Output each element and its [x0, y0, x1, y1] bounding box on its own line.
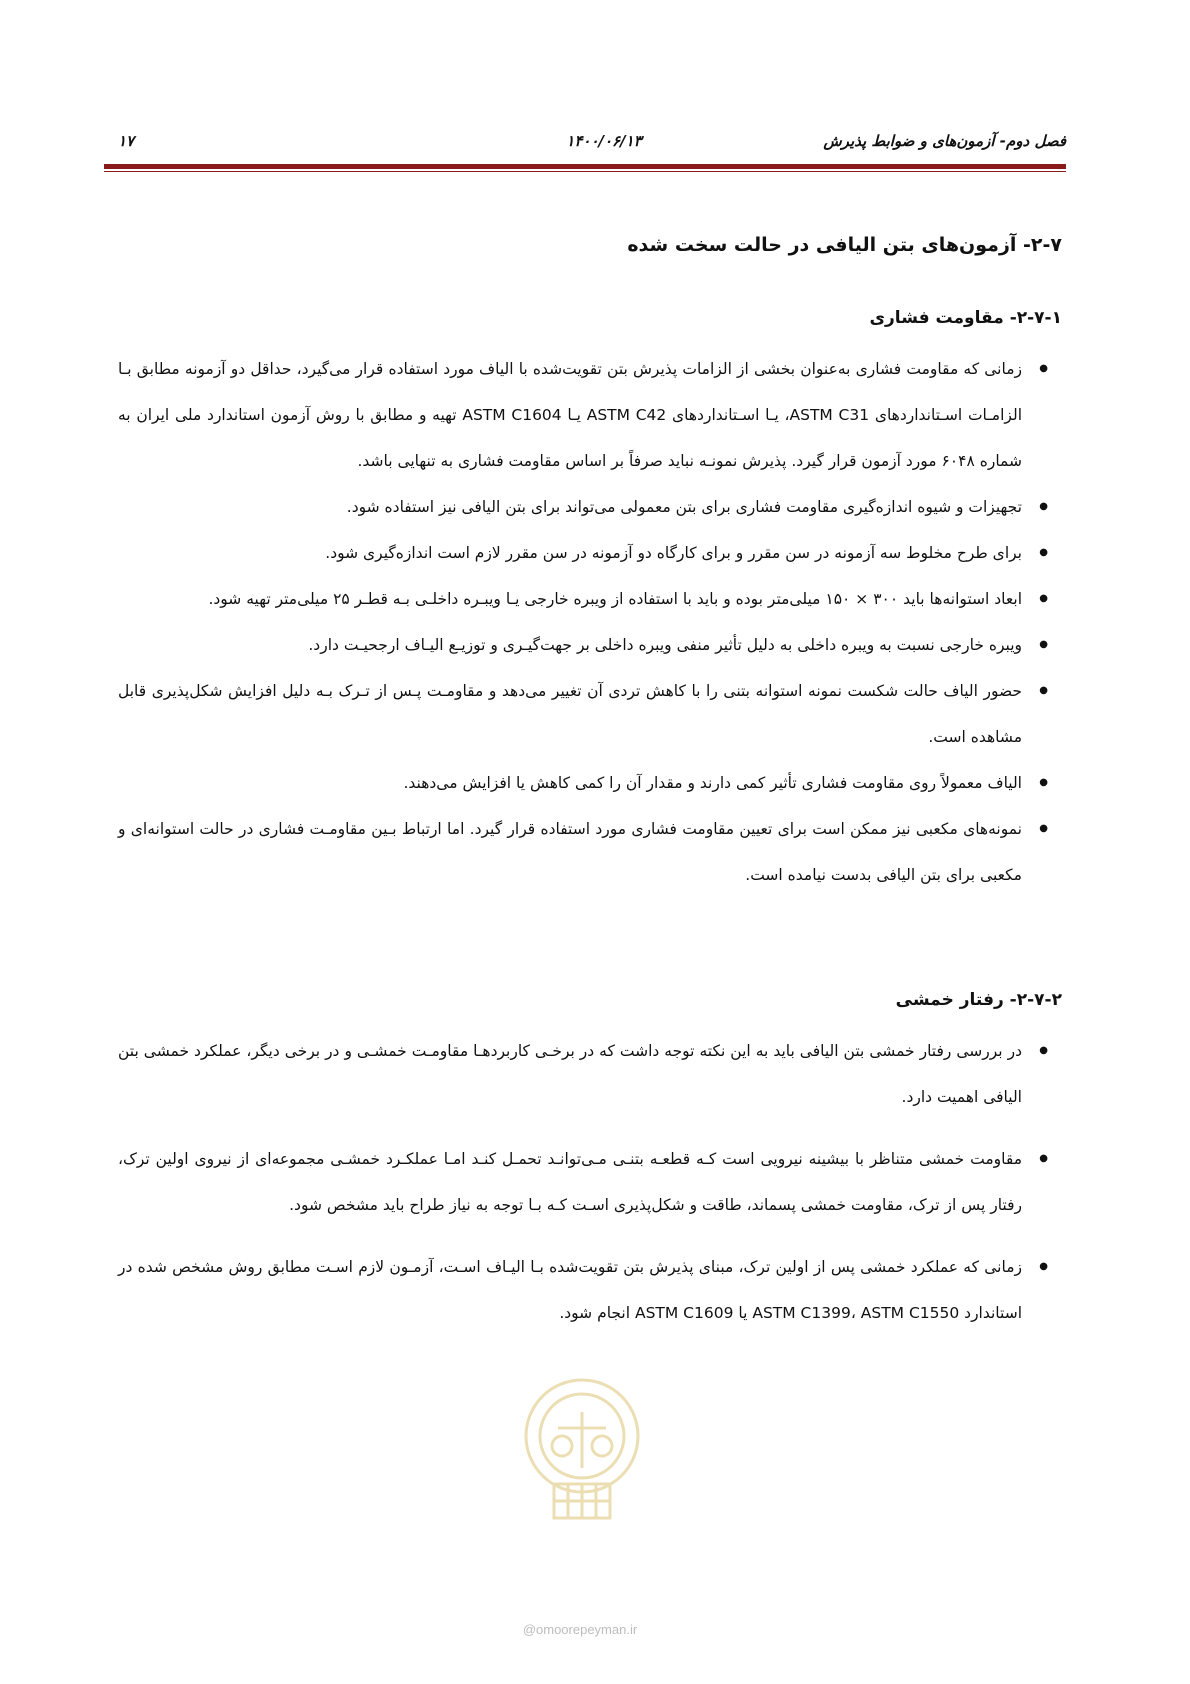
list-item: ● ویبره خارجی نسبت به ویبره داخلی به دلیل تأثیر منفی ویبره داخلی بر جهت‌گیـری و توزیـع الیـاف ارجحیـت دارد. — [118, 622, 1062, 668]
compressive-bullet-list — [118, 346, 1062, 898]
header-date: ۱۴۰۰/۰۶/۱۳ — [566, 132, 642, 150]
list-item: ● در بررسی رفتار خمشی بتن الیافی باید به این نکته توجه داشت که در برخـی کاربردهـا مقاومـت خمشـی و در برخی دیگر، عملکرد خمشی بتن الیافی اهمیت دارد. — [118, 1028, 1062, 1120]
list-item: ● الیاف معمولاً روی مقاومت فشاری تأثیر کمی دارند و مقدار آن را کمی کاهش یا افزایش می‌دهند. — [118, 760, 1062, 806]
list-item: ● ابعاد استوانه‌ها باید ۳۰۰ × ۱۵۰ میلی‌متر بوده و باید با استفاده از ویبره خارجی یـا ویبـره داخلـی بـه قطـر ۲۵ میلی‌متر تهیه شود. — [118, 576, 1062, 622]
chapter-title: فصل دوم- آزمون‌های و ضوابط پذیرش — [823, 132, 1066, 150]
page-number: ۱۷ — [118, 132, 135, 150]
subsection-heading-compressive: ۲-۷-۱- مقاومت فشاری — [869, 308, 1062, 328]
list-item: ● تجهیزات و شیوه اندازه‌گیری مقاومت فشاری برای بتن معمولی می‌تواند برای بتن الیافی نیز استفاده شود. — [118, 484, 1062, 530]
subsection-heading-flexural: ۲-۷-۲- رفتار خمشی — [895, 990, 1062, 1010]
list-item: ● نمونه‌های مکعبی نیز ممکن است برای تعیین مقاومت فشاری مورد استفاده قرار گیرد. اما ارتباط بـین مقاومـت فشاری در حالت استوانه‌ای و مکعبی برای بتن الیافی بدست نیامده است. — [118, 806, 1062, 898]
watermark-seal-icon — [518, 1372, 646, 1524]
list-item: ● برای طرح مخلوط سه آزمونه در سن مقرر و برای کارگاه دو آزمونه در سن مقرر لازم است اندازه‌گیری شود. — [118, 530, 1062, 576]
list-item: ● زمانی که مقاومت فشاری به‌عنوان بخشی از الزامات پذیرش بتن تقویت‌شده با الیاف مورد استفاده قرار می‌گیرد، حداقل دو آزمونه مطابق بـا الزامـات اسـتانداردهای ASTM C31، یـا اسـتانداردهای ASTM C42 یـا ASTM C1604 تهیه و مطابق با روش آزمون استاندارد ملی ایران به شماره ۶۰۴۸ مورد آزمون قرار گیرد. پذیرش نمونـه نباید صرفاً بر اساس مقاومت فشاری به تنهایی باشد. — [118, 346, 1062, 484]
section-heading: ۲-۷- آزمون‌های بتن الیافی در حالت سخت شده — [627, 234, 1062, 256]
page-header — [104, 126, 1066, 156]
list-item: ● حضور الیاف حالت شکست نمونه استوانه بتنی را با کاهش تردی آن تغییر می‌دهد و مقاومـت پـس از تـرک بـه دلیل افزایش شکل‌پذیری قابل مشاهده است. — [118, 668, 1062, 760]
footer-url: @omoorepeyman.ir — [522, 1622, 638, 1637]
header-rule-thick — [104, 164, 1066, 169]
list-item: ● زمانی که عملکرد خمشی پس از اولین ترک، مبنای پذیرش بتن تقویت‌شده بـا الیـاف اسـت، آزمـون لازم اسـت مطابق روش مشخص شده در استاندارد ASTM C1399، ASTM C1550 یا ASTM C1609 انجام شود. — [118, 1244, 1062, 1336]
list-item: ● مقاومت خمشی متناظر با بیشینه نیرویی است کـه قطعـه بتنـی مـی‌توانـد تحمـل کنـد امـا عملکـرد خمشـی مجموعه‌ای از نیروی اولین ترک، رفتار پس از ترک، مقاومت خمشی پسماند، طاقت و شکل‌پذیری اسـت کـه بـا توجه به نیاز طراح باید مشخص شود. — [118, 1136, 1062, 1228]
main-content — [118, 222, 1062, 1336]
flexural-bullet-list — [118, 1028, 1062, 1336]
header-rule-thin — [104, 171, 1066, 172]
